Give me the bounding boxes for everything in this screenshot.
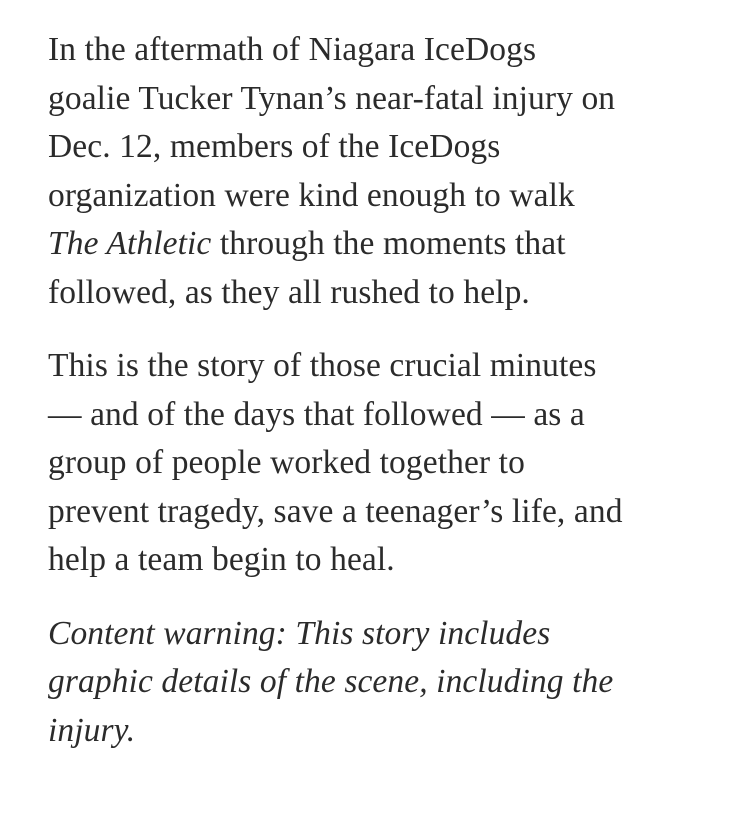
text-line: followed, as they all rushed to help. [48,273,530,311]
text-line: help a team begin to heal. [48,541,395,578]
text-line: prevent tragedy, save a teenager’s life, and [48,492,623,530]
text-line: Content warning: This story includes [48,614,551,652]
text-line: goalie Tucker Tynan’s near-fatal injury on [48,79,616,117]
article-body [48,26,728,755]
text-line: graphic details of the scene, including the [48,663,614,700]
text-line: — and of the days that followed — as a [48,395,585,433]
intro-paragraph [48,26,728,317]
text-line: organization were kind enough to walk [48,176,575,214]
content-warning [48,610,728,756]
story-paragraph [48,342,728,585]
text-line: injury. [48,711,136,749]
text-line [48,220,728,269]
text-line: In the aftermath of Niagara IceDogs [48,31,537,68]
text-line-rest: through the moments that [211,225,566,262]
text-line: This is the story of those crucial minutes [48,347,597,384]
publication-name: The Athletic [48,225,212,262]
text-line: group of people worked together to [48,444,525,481]
text-line: Dec. 12, members of the IceDogs [48,128,501,165]
